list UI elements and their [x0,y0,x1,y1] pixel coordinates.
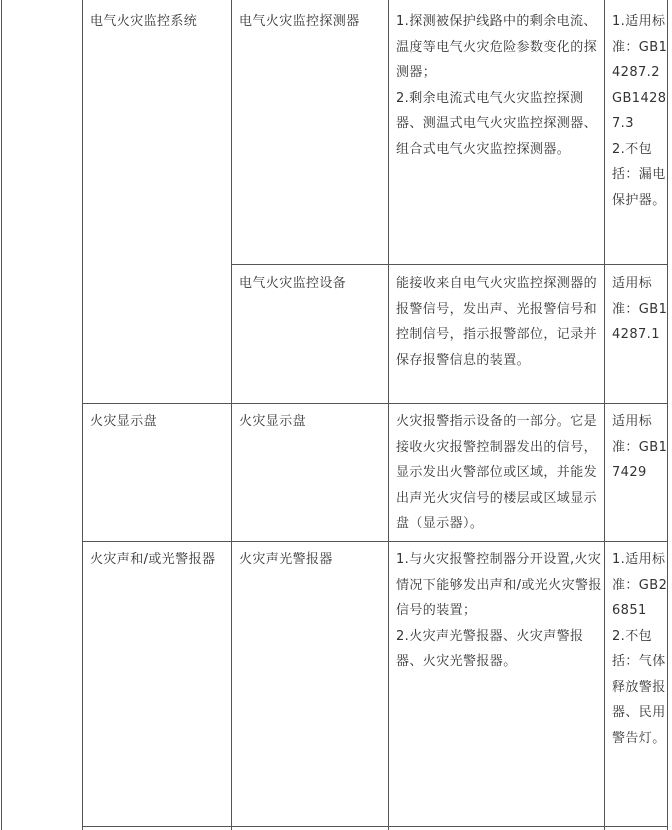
description-cell [396,271,604,399]
note-line: 2.不包括：气体释放警报器、民用警告灯。 [612,628,666,746]
table-row-divider [82,541,668,542]
product-name-cell: 火灾声光警报器 [239,552,333,567]
table-row-divider [231,264,668,265]
table-border-left [1,0,2,830]
description-line: 2.火灾声光警报器、火灾声警报器、火灾光警报器。 [396,628,584,669]
note-line: 适用标准：GB17429 [612,414,668,480]
note-line: 1.适用标准：GB14287.2 GB14287.3 [612,14,668,131]
table-row-divider [82,403,668,404]
category-cell: 火灾声和/或光警报器 [90,552,216,567]
description-cell [396,409,604,537]
note-line: 适用标准：GB14287.1 [612,276,668,342]
note-cell [612,9,668,263]
description-cell [396,547,604,822]
note-cell [612,271,668,399]
category-cell: 电气火灾监控系统 [90,14,198,29]
table-bottom-border [82,826,668,827]
description-cell [396,9,604,259]
table-column-divider [388,0,389,830]
description-line: 2.剩余电流式电气火灾监控探测器、测温式电气火灾监控探测器、组合式电气火灾监控探测器。 [396,90,598,157]
product-name-cell: 火灾显示盘 [239,414,307,429]
table-column-divider [604,0,605,830]
product-name-cell: 电气火灾监控探测器 [239,14,360,29]
description-line: 1.与火灾报警控制器分开设置,火灾情况下能够发出声和/或光火灾警报信号的装置； [396,552,602,618]
note-cell [612,547,668,824]
category-cell: 火灾显示盘 [90,414,158,429]
description-line: 火灾报警指示设备的一部分。它是接收火灾报警控制器发出的信号，显示发出火警部位或区域，并能发出声光火灾信号的楼层或区域显示盘（显示器）。 [396,414,598,531]
note-cell [612,409,668,537]
table-column-divider [231,0,232,830]
description-line: 能接收来自电气火灾监控探测器的报警信号，发出声、光报警信号和控制信号，指示报警部位，记录并保存报警信息的装置。 [396,276,598,368]
description-line: 1.探测被保护线路中的剩余电流、温度等电气火灾危险参数变化的探测器； [396,14,598,80]
table-column-divider [82,0,83,830]
note-line: 1.适用标准：GB26851 [612,552,668,618]
product-name-cell: 电气火灾监控设备 [239,276,347,291]
note-line: 2.不包括：漏电保护器。 [612,141,666,208]
